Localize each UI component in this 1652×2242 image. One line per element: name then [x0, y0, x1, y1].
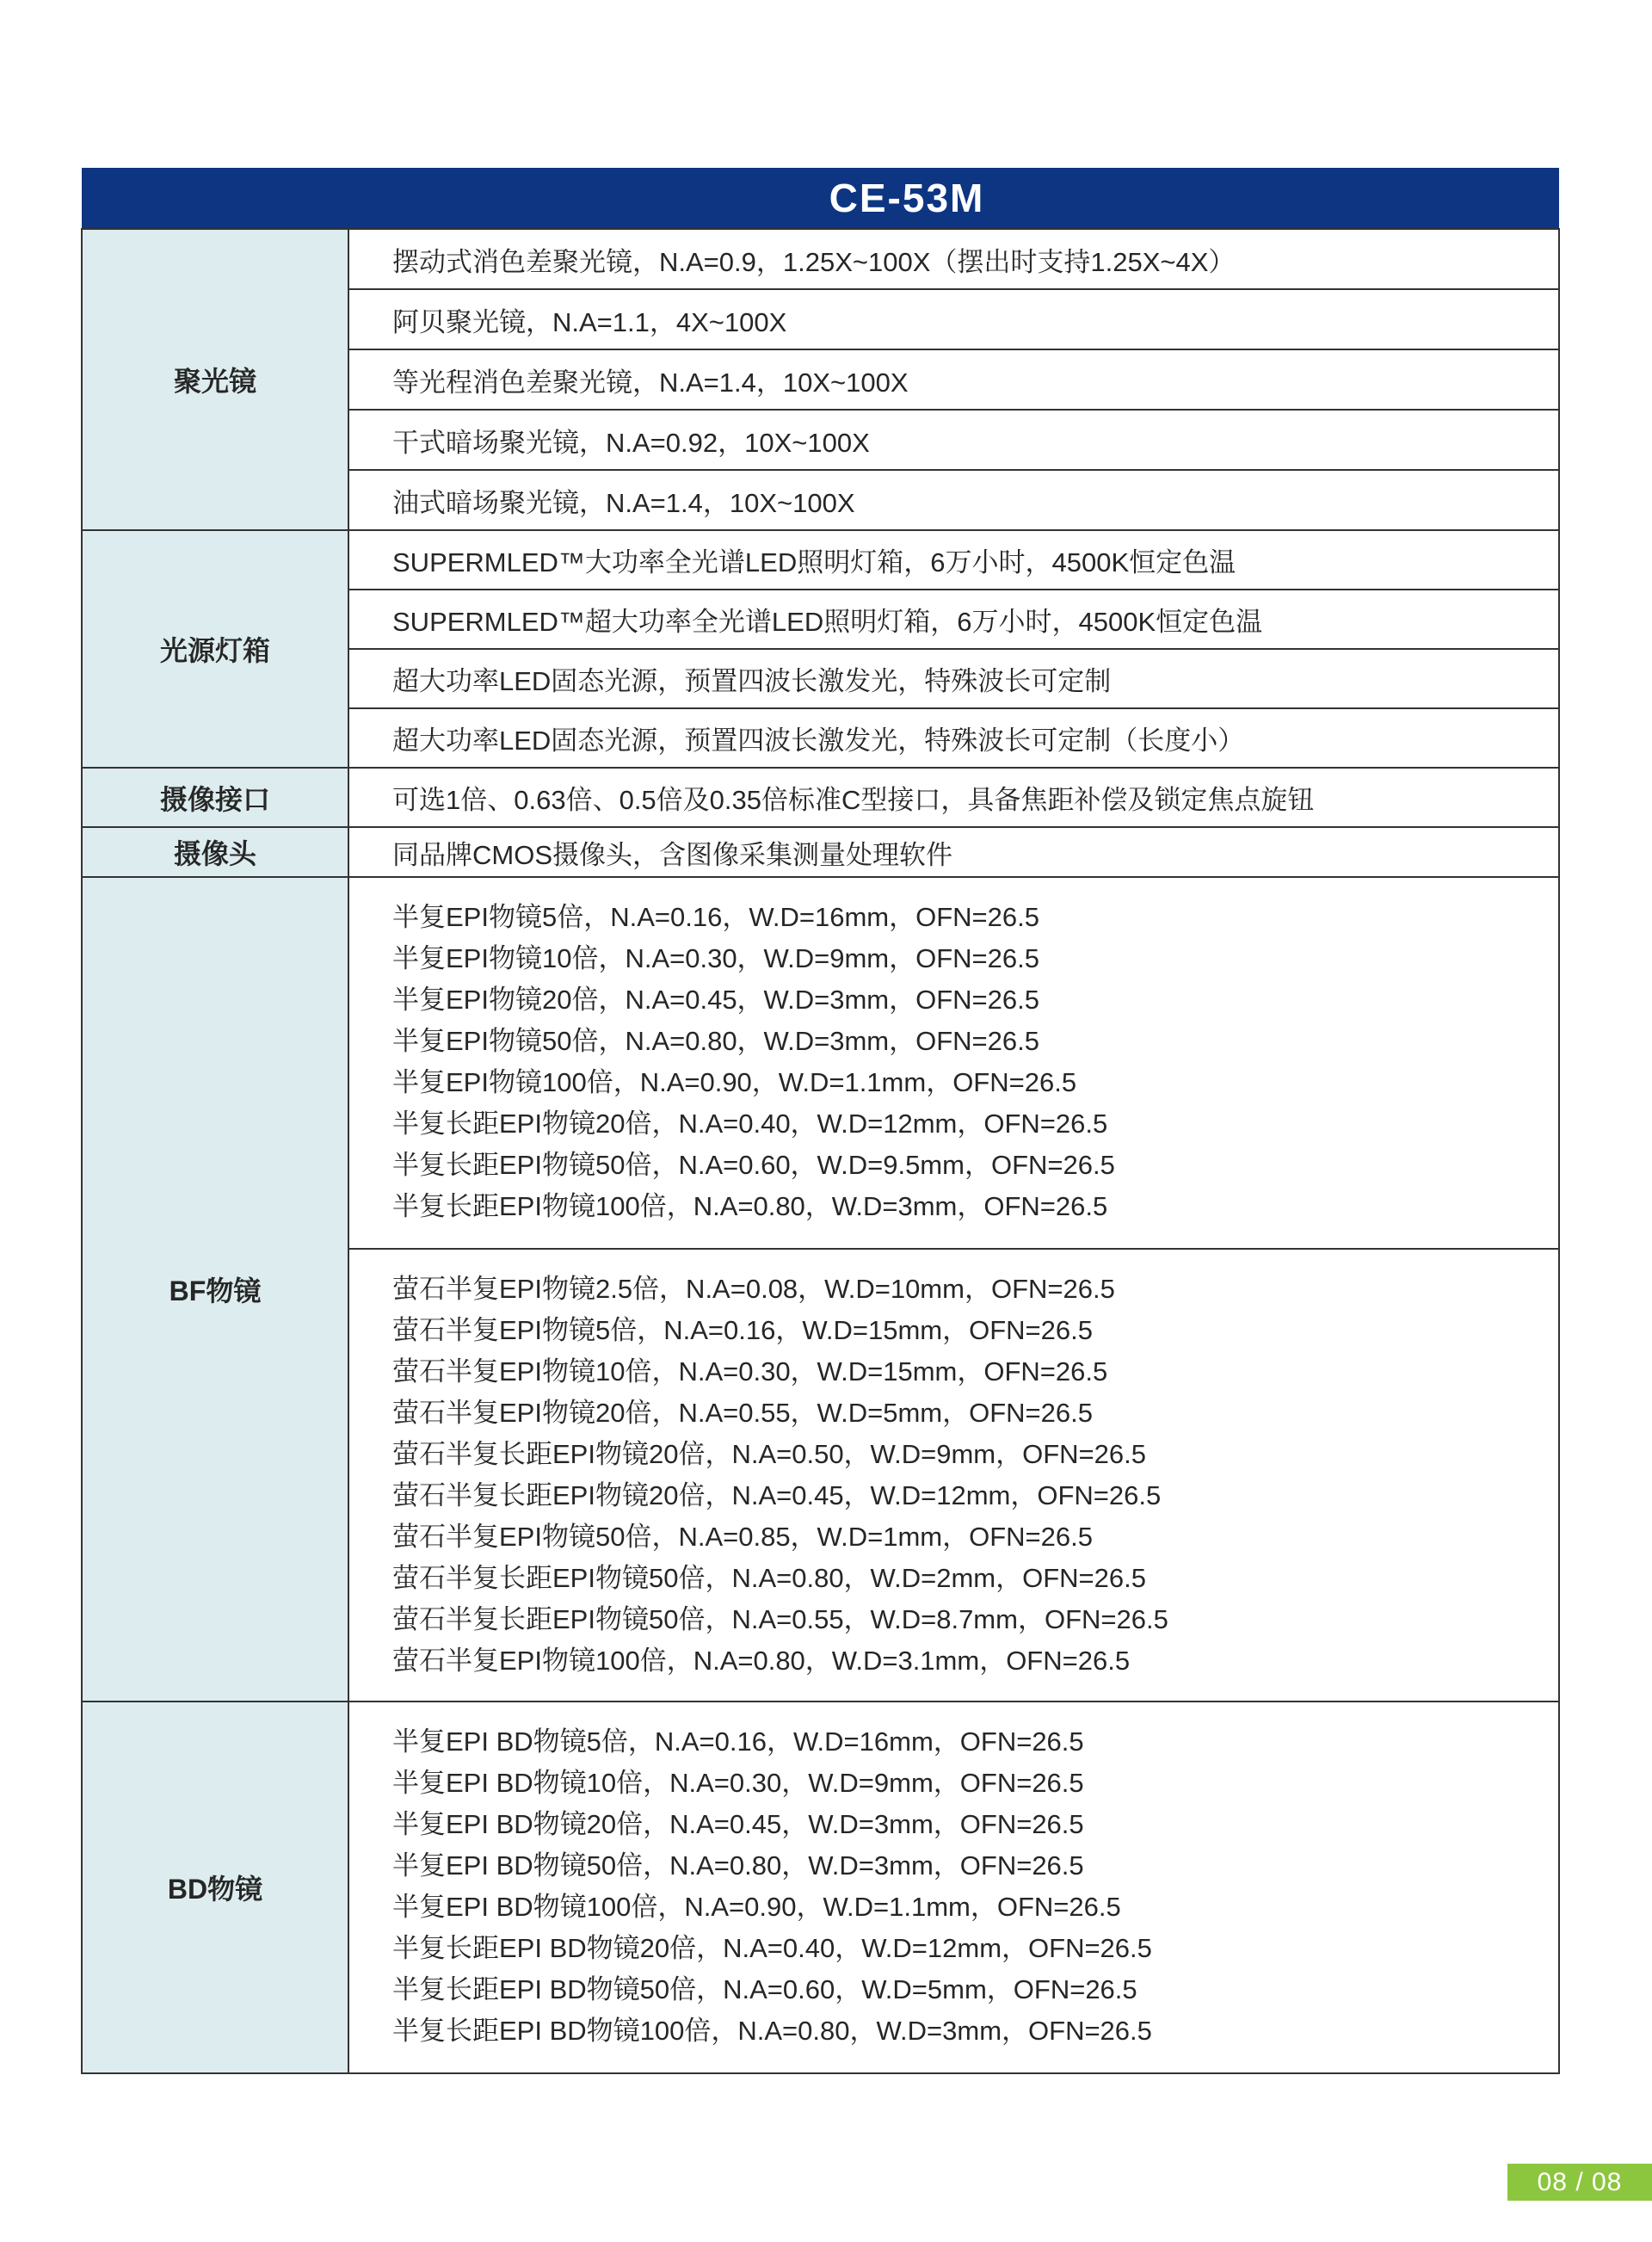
spec-line: 萤石半复EPI物镜2.5倍，N.A=0.08，W.D=10mm，OFN=26.5: [392, 1274, 1115, 1304]
spec-line: 萤石半复EPI物镜50倍，N.A=0.85，W.D=1mm，OFN=26.5: [392, 1522, 1093, 1552]
spec-row: 同品牌CMOS摄像头，含图像采集测量处理软件: [348, 827, 1559, 877]
spec-line: 萤石半复EPI物镜20倍，N.A=0.55，W.D=5mm，OFN=26.5: [392, 1398, 1093, 1428]
spec-line: 半复长距EPI物镜50倍，N.A=0.60，W.D=9.5mm，OFN=26.5: [392, 1150, 1115, 1180]
spec-line: 半复长距EPI BD物镜20倍，N.A=0.40，W.D=12mm，OFN=26.5: [392, 1933, 1152, 1963]
spec-row: 油式暗场聚光镜，N.A=1.4，10X~100X: [348, 470, 1559, 530]
spec-line: 半复长距EPI物镜100倍，N.A=0.80，W.D=3mm，OFN=26.5: [392, 1191, 1108, 1221]
section-label-camera-port: 摄像接口: [82, 768, 348, 827]
spec-line: 半复EPI物镜100倍，N.A=0.90，W.D=1.1mm，OFN=26.5: [392, 1067, 1077, 1097]
section-label-bf-objectives: BF物镜: [82, 877, 348, 1702]
section-label-condenser: 聚光镜: [82, 229, 348, 530]
spec-line: 萤石半复长距EPI物镜20倍，N.A=0.50，W.D=9mm，OFN=26.5: [392, 1439, 1146, 1469]
page-indicator: 08 / 08: [1507, 2164, 1652, 2201]
table-header-row: [82, 168, 1559, 229]
section-label-bd-objectives: BD物镜: [82, 1702, 348, 2073]
spec-line: 半复EPI物镜5倍，N.A=0.16，W.D=16mm，OFN=26.5: [392, 902, 1039, 932]
spec-line: 半复EPI物镜10倍，N.A=0.30，W.D=9mm，OFN=26.5: [392, 943, 1039, 973]
spec-row: 可选1倍、0.63倍、0.5倍及0.35倍标准C型接口，具备焦距补偿及锁定焦点旋钮: [348, 768, 1559, 827]
spec-line: 半复EPI BD物镜20倍，N.A=0.45，W.D=3mm，OFN=26.5: [392, 1809, 1084, 1839]
spec-row: 超大功率LED固态光源，预置四波长激发光，特殊波长可定制: [348, 649, 1559, 708]
spec-block-bd: [348, 1702, 1559, 2073]
spec-line: 半复长距EPI物镜20倍，N.A=0.40，W.D=12mm，OFN=26.5: [392, 1109, 1108, 1139]
spec-line: 半复长距EPI BD物镜100倍，N.A=0.80，W.D=3mm，OFN=26.5: [392, 2016, 1152, 2046]
spec-row: 超大功率LED固态光源，预置四波长激发光，特殊波长可定制（长度小）: [348, 708, 1559, 768]
spec-line: 萤石半复EPI物镜10倍，N.A=0.30，W.D=15mm，OFN=26.5: [392, 1356, 1108, 1387]
spec-line: 萤石半复长距EPI物镜50倍，N.A=0.55，W.D=8.7mm，OFN=26.5: [392, 1604, 1168, 1634]
spec-line: 萤石半复长距EPI物镜20倍，N.A=0.45，W.D=12mm，OFN=26.5: [392, 1480, 1162, 1510]
section-label-light-source: 光源灯箱: [82, 530, 348, 768]
page-title: CE-53M: [348, 168, 1559, 229]
spec-block-bf-2: [348, 1249, 1559, 1702]
spec-line: 半复EPI BD物镜5倍，N.A=0.16，W.D=16mm，OFN=26.5: [392, 1726, 1084, 1757]
spec-line: 萤石半复长距EPI物镜50倍，N.A=0.80，W.D=2mm，OFN=26.5: [392, 1563, 1146, 1593]
spec-line: 半复EPI物镜50倍，N.A=0.80，W.D=3mm，OFN=26.5: [392, 1026, 1039, 1056]
spec-block-bf-1: [348, 877, 1559, 1249]
spec-line: 半复EPI物镜20倍，N.A=0.45，W.D=3mm，OFN=26.5: [392, 985, 1039, 1015]
spec-line: 萤石半复EPI物镜100倍，N.A=0.80，W.D=3.1mm，OFN=26.5: [392, 1646, 1131, 1676]
spec-line: 半复EPI BD物镜100倍，N.A=0.90，W.D=1.1mm，OFN=26.5: [392, 1892, 1121, 1922]
spec-row: 干式暗场聚光镜，N.A=0.92，10X~100X: [348, 410, 1559, 470]
header-corner-cell: [82, 168, 348, 229]
spec-row: 摆动式消色差聚光镜，N.A=0.9，1.25X~100X（摆出时支持1.25X~4X）: [348, 229, 1559, 289]
spec-row: 等光程消色差聚光镜，N.A=1.4，10X~100X: [348, 349, 1559, 410]
spec-line: 半复EPI BD物镜50倍，N.A=0.80，W.D=3mm，OFN=26.5: [392, 1850, 1084, 1881]
spec-row: SUPERMLED™超大功率全光谱LED照明灯箱，6万小时，4500K恒定色温: [348, 590, 1559, 649]
spec-line: 半复长距EPI BD物镜50倍，N.A=0.60，W.D=5mm，OFN=26.5: [392, 1974, 1137, 2004]
spec-line: 半复EPI BD物镜10倍，N.A=0.30，W.D=9mm，OFN=26.5: [392, 1768, 1084, 1798]
spec-table: [81, 168, 1560, 2074]
spec-line: 萤石半复EPI物镜5倍，N.A=0.16，W.D=15mm，OFN=26.5: [392, 1315, 1093, 1345]
spec-row: 阿贝聚光镜，N.A=1.1，4X~100X: [348, 289, 1559, 349]
section-label-camera: 摄像头: [82, 827, 348, 877]
spec-row: SUPERMLED™大功率全光谱LED照明灯箱，6万小时，4500K恒定色温: [348, 530, 1559, 590]
